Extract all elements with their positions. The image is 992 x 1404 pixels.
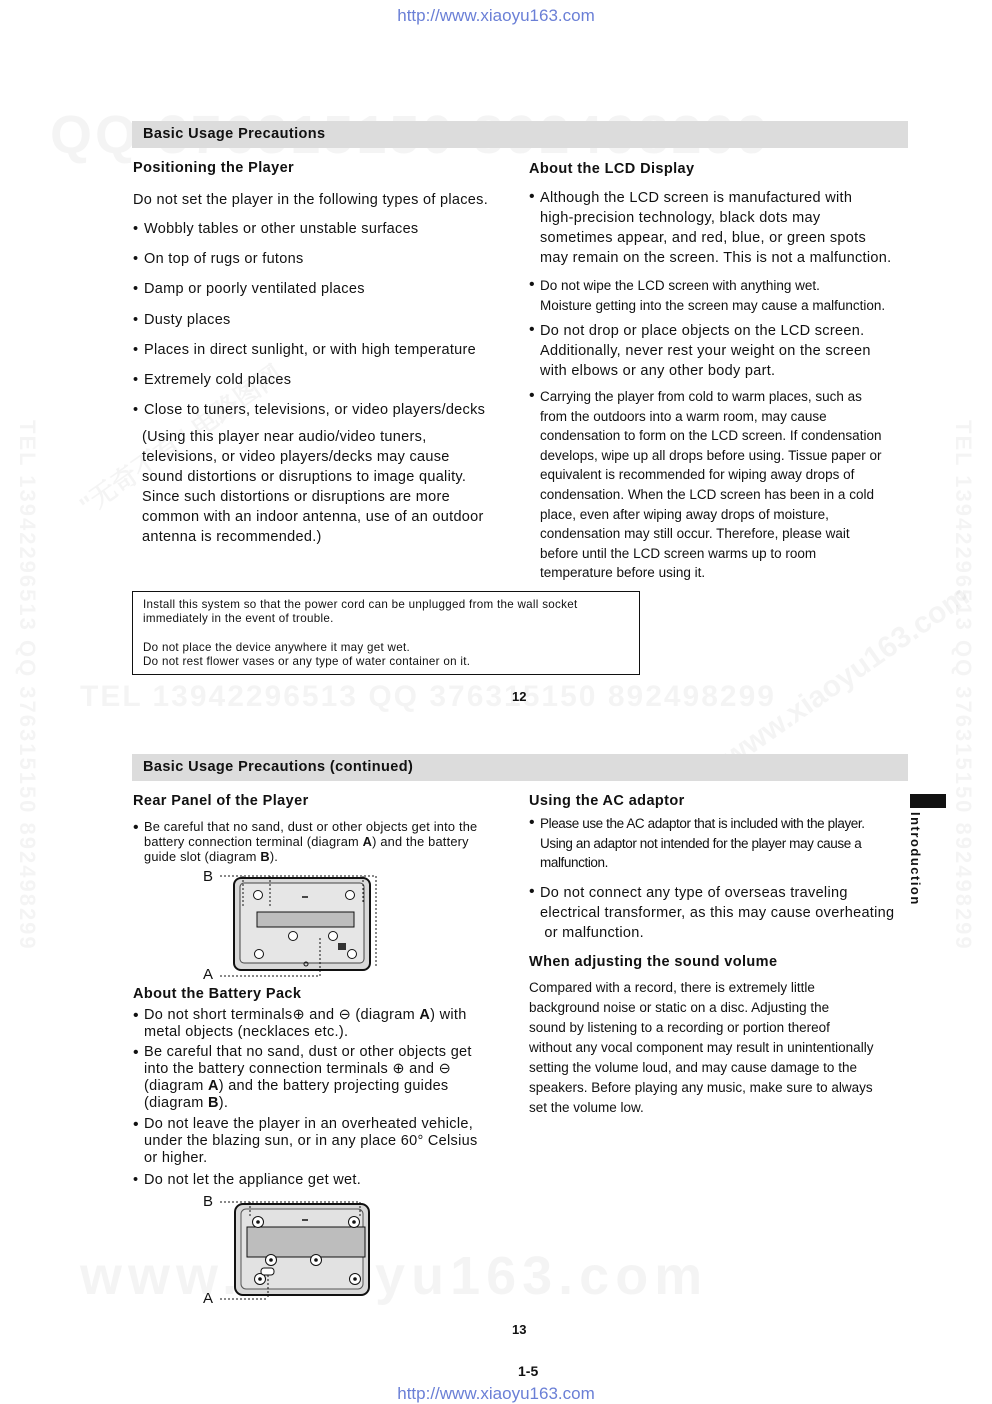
battery-heading: About the Battery Pack	[133, 986, 302, 1002]
text-line: • Be careful that no sand, dust or other objects get into the	[144, 819, 478, 834]
note-line: (Using this player near audio/video tuners,	[142, 429, 427, 445]
text-line: battery connection terminal (diagram A) and the battery	[144, 834, 469, 849]
text-line: under the blazing sun, or in any place 60° Celsius	[144, 1133, 478, 1149]
text-line: develops, wipe up all drops before using. Tissue paper or	[540, 447, 882, 463]
text-line: with elbows or any other body part.	[540, 363, 776, 379]
text-line: • Although the LCD screen is manufactured with	[540, 190, 853, 206]
notice-line: immediately in the event of trouble.	[143, 612, 334, 625]
notice-line: Do not rest flower vases or any type of water container on it.	[143, 655, 471, 668]
lcd-section	[529, 161, 919, 581]
rear-panel-heading: Rear Panel of the Player	[133, 793, 309, 809]
page-number: 12	[512, 689, 527, 704]
text-line: from the outdoors into a warm room, may cause	[540, 408, 827, 424]
section-title: Basic Usage Precautions	[143, 126, 326, 142]
text-line: into the battery connection terminals ⊕ and ⊖	[144, 1061, 452, 1077]
text-line: Additionally, never rest your weight on the screen	[540, 343, 871, 359]
list-item: • Damp or poorly ventilated places	[133, 279, 365, 299]
text-line: • Do not connect any type of overseas traveling	[540, 885, 848, 901]
text-line: equivalent is recommended for wiping away drops of	[540, 467, 855, 483]
section-title: Basic Usage Precautions (continued)	[143, 759, 414, 775]
notice-box	[132, 591, 640, 675]
text-line: • Carrying the player from cold to warm places, such as	[540, 389, 862, 404]
sound-volume-text	[529, 978, 873, 1118]
positioning-note	[142, 427, 484, 547]
text-line: • Be careful that no sand, dust or other objects get	[144, 1044, 472, 1060]
text-line: or malfunction.	[540, 925, 644, 941]
list-item: • Extremely cold places	[133, 370, 291, 390]
watermark-side-right	[950, 420, 976, 951]
text-line: • Do not short terminals⊕ and ⊖ (diagram A) with	[144, 1007, 467, 1023]
text-line: or higher.	[144, 1150, 208, 1166]
note-line: common with an indoor antenna, use of an outdoor	[142, 509, 484, 525]
text-line: sometimes appear, and red, blue, or green spots	[540, 230, 867, 246]
list-item	[133, 1007, 467, 1041]
section-title-bar	[132, 121, 908, 148]
section-title-bar	[132, 754, 908, 781]
text-line: place, even after wiping away drops of moisture,	[540, 506, 829, 522]
sound-volume-heading: When adjusting the sound volume	[529, 954, 778, 970]
diagram-label-b: B	[203, 1193, 214, 1210]
text-line: without any vocal component may result in unintentionally	[529, 1040, 874, 1055]
page-number: 13	[512, 1322, 527, 1337]
text-line: Moisture getting into the screen may cause a malfunction.	[540, 297, 886, 313]
list-item	[529, 387, 881, 583]
text-line: guide slot (diagram B).	[144, 849, 279, 864]
watermark-side-left	[14, 420, 40, 951]
text-line: setting the volume loud, and may cause damage to the	[529, 1060, 857, 1075]
list-item	[529, 188, 891, 268]
positioning-intro: Do not set the player in the following types of places.	[133, 192, 489, 208]
text-line: condensation. When the LCD screen has been in a cold	[540, 486, 874, 502]
diagram-label-a: A	[203, 1290, 214, 1307]
positioning-heading: Positioning the Player	[133, 160, 295, 176]
text-line: high-precision technology, black dots may	[540, 210, 821, 226]
side-tab-label: Introduction	[908, 812, 923, 906]
side-tab-marker	[910, 794, 946, 808]
text-line: may remain on the screen. This is not a malfunction.	[540, 250, 892, 266]
note-line: sound distortions or disruptions to image quality.	[142, 469, 467, 485]
lcd-heading: About the LCD Display	[529, 161, 695, 177]
note-line: antenna is recommended.)	[142, 529, 322, 545]
watermark-bottom	[80, 1245, 708, 1307]
text-line: background noise or static on a disc. Adjusting the	[529, 1000, 830, 1015]
list-item: • Places in direct sunlight, or with high temperature	[133, 340, 476, 360]
text-line: condensation to form on the LCD screen. If condensation	[540, 428, 882, 444]
list-item	[133, 1116, 478, 1167]
ac-adaptor-heading: Using the AC adaptor	[529, 793, 685, 809]
list-item	[529, 321, 871, 381]
ac-adaptor-section	[529, 793, 909, 941]
header-url[interactable]: http://www.xiaoyu163.com	[397, 6, 595, 25]
notice-line: Do not place the device anywhere it may get wet.	[143, 641, 411, 654]
diagram-label-b: B	[203, 868, 214, 885]
list-item: • Close to tuners, televisions, or video players/decks	[133, 400, 485, 420]
list-item	[529, 276, 885, 315]
text-line: temperature before using it.	[540, 565, 706, 581]
list-item	[133, 1044, 472, 1112]
positioning-section	[133, 160, 523, 545]
sound-volume-section	[529, 954, 909, 1115]
text-line: electrical transformer, as this may cause overheating	[540, 905, 895, 921]
watermark-middle	[80, 680, 776, 714]
text-line: malfunction.	[540, 855, 608, 871]
note-line: Since such distortions or disruptions are more	[142, 489, 450, 505]
text-line: (diagram B).	[144, 1095, 229, 1111]
text-line: sound by listening to a recording or portion thereof	[529, 1020, 830, 1035]
text-line: metal objects (necklaces etc.).	[144, 1024, 349, 1040]
text-line: • Do not drop or place objects on the LCD screen.	[540, 323, 865, 339]
list-item: • On top of rugs or futons	[133, 249, 304, 269]
list-item	[529, 883, 894, 943]
text-line: speakers. Before playing any music, make sure to always	[529, 1080, 873, 1095]
sheet-number: 1-5	[518, 1363, 539, 1379]
text-line: before until the LCD screen warms up to room	[540, 545, 817, 561]
note-line: televisions, or video players/decks may cause	[142, 449, 450, 465]
text-line: • Do not wipe the LCD screen with anything wet.	[540, 278, 820, 293]
text-line: Using an adaptor not intended for the player may cause a	[540, 835, 862, 851]
text-line: • Please use the AC adaptor that is included with the player.	[540, 816, 865, 831]
rear-panel-diagram	[210, 868, 385, 980]
text-line: • Do not leave the player in an overheated vehicle,	[144, 1116, 474, 1132]
list-item	[529, 814, 865, 873]
list-item: • Do not let the appliance get wet.	[133, 1172, 361, 1189]
rear-panel-section	[133, 793, 513, 864]
text-line: Compared with a record, there is extremely little	[529, 980, 815, 995]
list-item: • Wobbly tables or other unstable surfaces	[133, 219, 419, 239]
battery-pack-diagram	[210, 1193, 385, 1305]
list-item: • Dusty places	[133, 310, 231, 330]
watermark-diagonal	[717, 579, 976, 775]
battery-section	[133, 986, 513, 1188]
list-item	[133, 819, 477, 864]
notice-line: Install this system so that the power cord can be unplugged from the wall socket	[143, 598, 578, 611]
footer-url[interactable]: http://www.xiaoyu163.com	[397, 1384, 595, 1403]
diagram-label-a: A	[203, 966, 214, 983]
text-line: (diagram A) and the battery projecting guides	[144, 1078, 449, 1094]
text-line: condensation may still occur. Therefore, please wait	[540, 526, 850, 542]
text-line: set the volume low.	[529, 1100, 644, 1115]
